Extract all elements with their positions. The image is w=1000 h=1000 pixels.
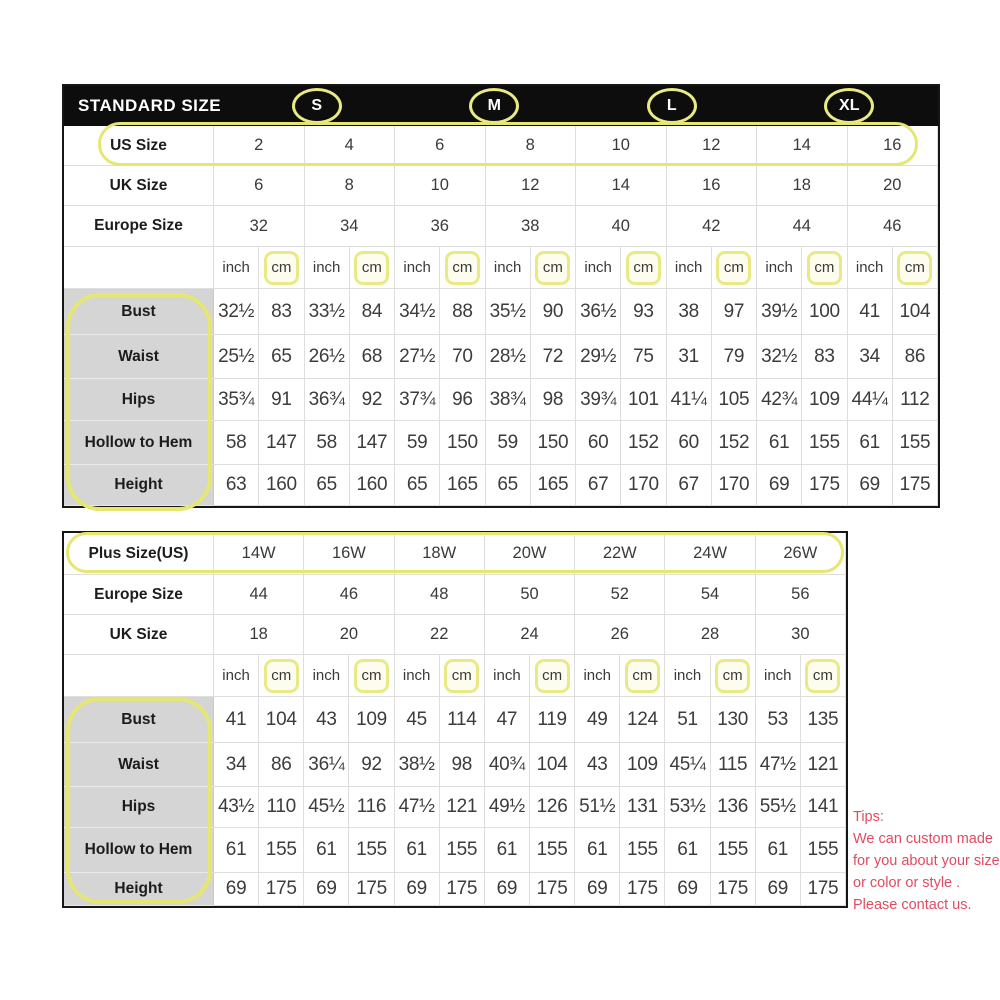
cm-highlight-pill: cm [354,659,389,693]
size-value-cell: 6 [214,166,305,206]
measurement-value-cell: 98 [440,743,485,787]
measurement-label: Hollow to Hem [64,421,214,465]
size-value-cell: 36 [395,206,486,247]
measurement-value-cell: 36½ [576,289,621,335]
size-value-cell: 14 [757,126,848,166]
unit-cm-cell [259,247,304,289]
measurement-value-cell: 110 [259,787,304,828]
measurement-value-cell: 175 [801,873,846,906]
measurement-value-cell: 26½ [305,335,350,379]
measurement-value-cell: 175 [530,873,575,906]
measurement-value-cell: 131 [620,787,665,828]
measurement-value-cell: 152 [621,421,666,465]
measurement-value-cell: 38½ [395,743,440,787]
size-value-cell: 18 [757,166,848,206]
standard-size-table [62,84,940,508]
measurement-value-cell: 44¼ [848,379,893,421]
unit-inch-cell: inch [576,247,621,289]
unit-row-label [64,247,214,289]
measurement-value-cell: 88 [440,289,485,335]
measurement-value-cell: 47 [485,697,530,743]
measurement-value-cell: 51 [665,697,710,743]
size-value-cell: 10 [576,126,667,166]
measurement-value-cell: 124 [620,697,665,743]
measurement-value-cell: 36¾ [305,379,350,421]
measurement-value-cell: 43 [575,743,620,787]
unit-inch-cell: inch [395,655,440,697]
measurement-value-cell: 27½ [395,335,440,379]
measurement-value-cell: 34 [848,335,893,379]
size-value-cell: 12 [486,166,577,206]
size-value-cell: 44 [757,206,848,247]
unit-inch-cell: inch [304,655,349,697]
measurement-value-cell: 175 [440,873,485,906]
measurement-value-cell: 65 [395,465,440,506]
measurement-value-cell: 109 [620,743,665,787]
measurement-value-cell: 84 [350,289,395,335]
size-value-cell: 4 [305,126,396,166]
size-value-cell: 22W [575,533,665,575]
unit-inch-cell: inch [214,655,259,697]
unit-cm-cell [440,655,485,697]
size-value-cell: 50 [485,575,575,615]
unit-cm-cell [801,655,846,697]
measurement-value-cell: 29½ [576,335,621,379]
measurement-value-cell: 61 [395,828,440,873]
measurement-value-cell: 69 [756,873,801,906]
measurement-value-cell: 49½ [485,787,530,828]
size-group-m [406,88,584,124]
measurement-value-cell: 136 [711,787,756,828]
measurement-value-cell: 90 [531,289,576,335]
unit-inch-cell: inch [757,247,802,289]
measurement-value-cell: 150 [440,421,485,465]
measurement-value-cell: 72 [531,335,576,379]
measurement-value-cell: 61 [757,421,802,465]
measurement-value-cell: 53½ [665,787,710,828]
measurement-value-cell: 67 [576,465,621,506]
measurement-value-cell: 79 [712,335,757,379]
cm-highlight-pill: cm [535,251,570,285]
unit-inch-cell: inch [486,247,531,289]
unit-inch-cell: inch [665,655,710,697]
size-value-cell: 18 [214,615,304,655]
measurement-value-cell: 34 [214,743,259,787]
cm-highlight-pill: cm [715,659,750,693]
size-value-cell: 18W [395,533,485,575]
measurement-value-cell: 65 [259,335,304,379]
cm-highlight-pill: cm [897,251,932,285]
measurement-value-cell: 45¼ [665,743,710,787]
measurement-value-cell: 41 [214,697,259,743]
measurement-value-cell: 69 [214,873,259,906]
size-group-s [228,88,406,124]
measurement-value-cell: 155 [802,421,847,465]
size-circle-m: M [469,88,519,124]
measurement-value-cell: 39½ [757,289,802,335]
measurement-value-cell: 31 [667,335,712,379]
measurement-value-cell: 47½ [395,787,440,828]
cm-highlight-pill: cm [626,251,661,285]
measurement-value-cell: 58 [305,421,350,465]
row-label: Europe Size [64,206,214,247]
measurement-value-cell: 86 [259,743,304,787]
measurement-value-cell: 58 [214,421,259,465]
size-value-cell: 24W [665,533,755,575]
unit-cm-cell [531,247,576,289]
measurement-value-cell: 147 [259,421,304,465]
size-value-cell: 32 [214,206,305,247]
tips-line-3: or color or style . [853,875,961,891]
size-circle-s: S [292,88,342,124]
measurement-value-cell: 150 [531,421,576,465]
measurement-value-cell: 141 [801,787,846,828]
unit-inch-cell: inch [848,247,893,289]
measurement-label: Hips [64,379,214,421]
measurement-value-cell: 69 [848,465,893,506]
tips-title: Tips: [853,809,884,825]
size-value-cell: 54 [665,575,755,615]
size-value-cell: 6 [395,126,486,166]
measurement-value-cell: 32½ [214,289,259,335]
measurement-value-cell: 155 [440,828,485,873]
unit-cm-cell [620,655,665,697]
measurement-value-cell: 38 [667,289,712,335]
measurement-value-cell: 49 [575,697,620,743]
size-value-cell: 26W [756,533,846,575]
size-group-xl [761,88,939,124]
measurement-value-cell: 41¼ [667,379,712,421]
size-value-cell: 38 [486,206,577,247]
measurement-value-cell: 61 [848,421,893,465]
measurement-value-cell: 25½ [214,335,259,379]
measurement-value-cell: 155 [711,828,756,873]
measurement-value-cell: 155 [349,828,394,873]
measurement-value-cell: 116 [349,787,394,828]
measurement-value-cell: 36¼ [304,743,349,787]
measurement-value-cell: 38¾ [486,379,531,421]
size-value-cell: 10 [395,166,486,206]
size-circle-xl: XL [824,88,874,124]
row-label: UK Size [64,166,214,206]
unit-row-label [64,655,214,697]
size-value-cell: 40 [576,206,667,247]
row-label: Europe Size [64,575,214,615]
measurement-value-cell: 155 [620,828,665,873]
unit-inch-cell: inch [305,247,350,289]
measurement-value-cell: 28½ [486,335,531,379]
measurement-value-cell: 175 [711,873,756,906]
cm-highlight-pill: cm [807,251,842,285]
measurement-label: Hollow to Hem [64,828,214,873]
cm-highlight-pill: cm [625,659,660,693]
measurement-value-cell: 175 [259,873,304,906]
measurement-value-cell: 175 [893,465,938,506]
measurement-value-cell: 60 [576,421,621,465]
measurement-value-cell: 175 [802,465,847,506]
tips-line-1: We can custom made [853,831,993,847]
measurement-value-cell: 33½ [305,289,350,335]
cm-highlight-pill: cm [445,251,480,285]
measurement-value-cell: 165 [531,465,576,506]
measurement-value-cell: 155 [530,828,575,873]
size-value-cell: 16 [848,126,939,166]
measurement-value-cell: 155 [801,828,846,873]
measurement-value-cell: 101 [621,379,666,421]
cm-highlight-pill: cm [444,659,479,693]
size-circle-l: L [647,88,697,124]
measurement-value-cell: 130 [711,697,756,743]
measurement-value-cell: 35½ [486,289,531,335]
measurement-label: Bust [64,697,214,743]
measurement-value-cell: 83 [802,335,847,379]
tips-line-4: Please contact us. [853,897,972,913]
measurement-value-cell: 75 [621,335,666,379]
size-value-cell: 14W [214,533,304,575]
measurement-value-cell: 37¾ [395,379,440,421]
measurement-value-cell: 69 [665,873,710,906]
measurement-value-cell: 61 [756,828,801,873]
measurement-value-cell: 109 [349,697,394,743]
unit-cm-cell [712,247,757,289]
measurement-value-cell: 39¾ [576,379,621,421]
unit-cm-cell [440,247,485,289]
measurement-value-cell: 121 [801,743,846,787]
measurement-value-cell: 55½ [756,787,801,828]
measurement-value-cell: 35¾ [214,379,259,421]
measurement-value-cell: 32½ [757,335,802,379]
measurement-value-cell: 65 [486,465,531,506]
unit-cm-cell [802,247,847,289]
measurement-value-cell: 91 [259,379,304,421]
measurement-value-cell: 45 [395,697,440,743]
size-value-cell: 24 [485,615,575,655]
measurement-label: Height [64,465,214,506]
size-value-cell: 48 [395,575,485,615]
unit-cm-cell [350,247,395,289]
unit-inch-cell: inch [485,655,530,697]
measurement-value-cell: 155 [259,828,304,873]
cm-highlight-pill: cm [354,251,389,285]
measurement-value-cell: 61 [304,828,349,873]
size-value-cell: 8 [486,126,577,166]
cm-highlight-pill: cm [716,251,751,285]
measurement-value-cell: 160 [350,465,395,506]
measurement-value-cell: 165 [440,465,485,506]
size-value-cell: 16W [304,533,394,575]
measurement-value-cell: 59 [395,421,440,465]
measurement-value-cell: 114 [440,697,485,743]
measurement-value-cell: 104 [893,289,938,335]
size-value-cell: 52 [575,575,665,615]
size-value-cell: 46 [848,206,939,247]
measurement-value-cell: 170 [621,465,666,506]
measurement-value-cell: 105 [712,379,757,421]
measurement-value-cell: 67 [667,465,712,506]
unit-cm-cell [711,655,756,697]
measurement-value-cell: 43 [304,697,349,743]
measurement-value-cell: 126 [530,787,575,828]
unit-inch-cell: inch [395,247,440,289]
measurement-value-cell: 175 [349,873,394,906]
measurement-value-cell: 112 [893,379,938,421]
measurement-value-cell: 59 [486,421,531,465]
size-value-cell: 20W [485,533,575,575]
cm-highlight-pill: cm [805,659,840,693]
cm-highlight-pill: cm [535,659,570,693]
size-value-cell: 42 [667,206,758,247]
unit-cm-cell [530,655,575,697]
measurement-value-cell: 61 [214,828,259,873]
size-value-cell: 12 [667,126,758,166]
size-value-cell: 16 [667,166,758,206]
measurement-label: Waist [64,743,214,787]
unit-cm-cell [893,247,938,289]
size-value-cell: 8 [305,166,396,206]
measurement-value-cell: 155 [893,421,938,465]
measurement-value-cell: 83 [259,289,304,335]
size-value-cell: 44 [214,575,304,615]
measurement-label: Height [64,873,214,906]
size-value-cell: 30 [756,615,846,655]
measurement-value-cell: 40¾ [485,743,530,787]
measurement-value-cell: 104 [259,697,304,743]
measurement-value-cell: 34½ [395,289,440,335]
plus-size-table [62,531,848,908]
size-value-cell: 2 [214,126,305,166]
unit-inch-cell: inch [575,655,620,697]
unit-cm-cell [259,655,304,697]
size-value-cell: 28 [665,615,755,655]
size-value-cell: 14 [576,166,667,206]
measurement-value-cell: 97 [712,289,757,335]
measurement-value-cell: 61 [665,828,710,873]
measurement-value-cell: 160 [259,465,304,506]
tips-line-2: for you about your size [853,853,1000,869]
unit-inch-cell: inch [756,655,801,697]
size-value-cell: 34 [305,206,396,247]
measurement-value-cell: 100 [802,289,847,335]
measurement-value-cell: 147 [350,421,395,465]
unit-cm-cell [349,655,394,697]
measurement-value-cell: 65 [305,465,350,506]
cm-highlight-pill: cm [264,251,299,285]
measurement-value-cell: 69 [304,873,349,906]
measurement-value-cell: 43½ [214,787,259,828]
measurement-value-cell: 69 [757,465,802,506]
measurement-value-cell: 98 [531,379,576,421]
measurement-value-cell: 175 [620,873,665,906]
measurement-value-cell: 121 [440,787,485,828]
unit-inch-cell: inch [667,247,712,289]
row-label: Plus Size(US) [64,533,214,575]
measurement-value-cell: 41 [848,289,893,335]
cm-highlight-pill: cm [264,659,299,693]
measurement-value-cell: 42¾ [757,379,802,421]
measurement-value-cell: 63 [214,465,259,506]
measurement-value-cell: 47½ [756,743,801,787]
measurement-value-cell: 86 [893,335,938,379]
size-value-cell: 46 [304,575,394,615]
size-value-cell: 20 [848,166,939,206]
measurement-value-cell: 68 [350,335,395,379]
measurement-value-cell: 170 [712,465,757,506]
row-label: UK Size [64,615,214,655]
size-value-cell: 22 [395,615,485,655]
standard-size-title: STANDARD SIZE [78,96,222,115]
measurement-value-cell: 60 [667,421,712,465]
row-label: US Size [64,126,214,166]
measurement-value-cell: 53 [756,697,801,743]
measurement-label: Hips [64,787,214,828]
measurement-value-cell: 152 [712,421,757,465]
measurement-value-cell: 69 [575,873,620,906]
measurement-value-cell: 104 [530,743,575,787]
measurement-value-cell: 115 [711,743,756,787]
measurement-value-cell: 92 [349,743,394,787]
standard-size-header [64,86,938,126]
size-value-cell: 26 [575,615,665,655]
tips-note [853,806,1000,916]
measurement-value-cell: 119 [530,697,575,743]
measurement-value-cell: 92 [350,379,395,421]
size-value-cell: 56 [756,575,846,615]
measurement-value-cell: 69 [395,873,440,906]
measurement-value-cell: 109 [802,379,847,421]
unit-inch-cell: inch [214,247,259,289]
measurement-label: Bust [64,289,214,335]
measurement-value-cell: 69 [485,873,530,906]
measurement-label: Waist [64,335,214,379]
unit-cm-cell [621,247,666,289]
measurement-value-cell: 51½ [575,787,620,828]
measurement-value-cell: 96 [440,379,485,421]
size-value-cell: 20 [304,615,394,655]
measurement-value-cell: 135 [801,697,846,743]
measurement-value-cell: 61 [575,828,620,873]
measurement-value-cell: 70 [440,335,485,379]
measurement-value-cell: 45½ [304,787,349,828]
measurement-value-cell: 93 [621,289,666,335]
size-group-l [583,88,761,124]
measurement-value-cell: 61 [485,828,530,873]
